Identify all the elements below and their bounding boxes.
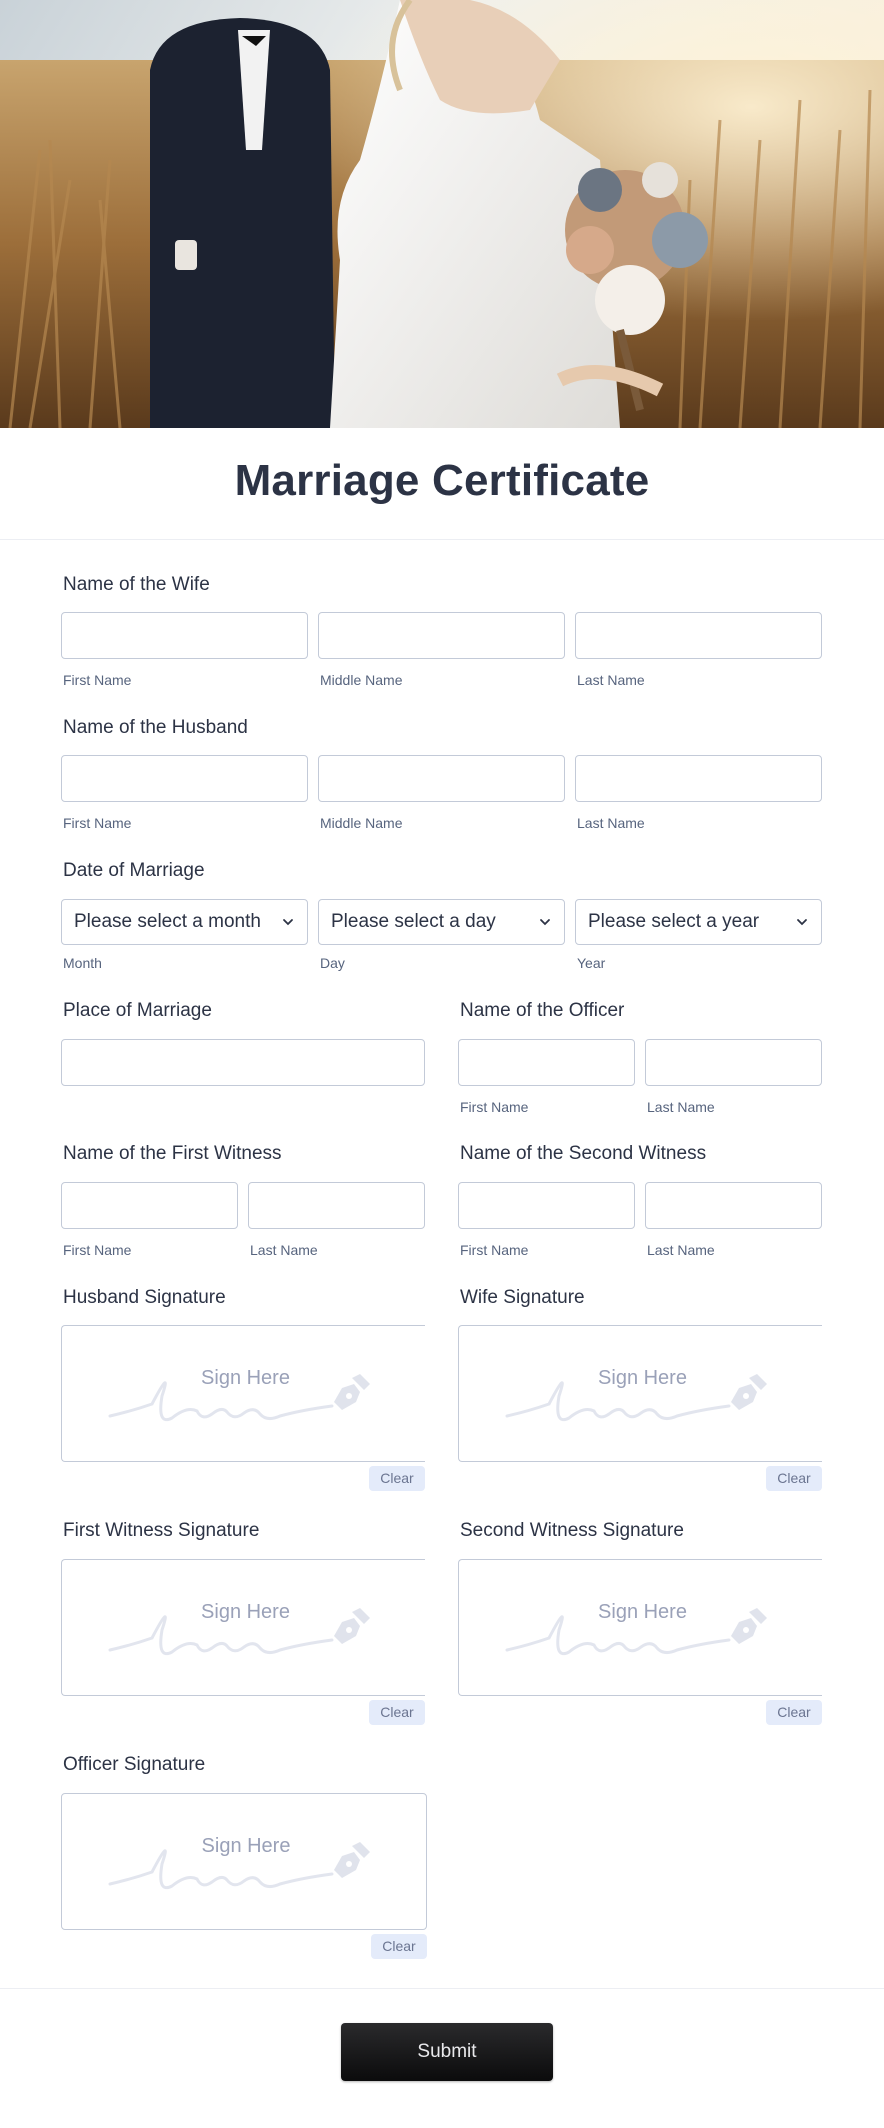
wife-last-name-input[interactable] xyxy=(575,612,822,659)
day-select-value: Please select a day xyxy=(331,911,496,932)
second-witness-last-name-sublabel: Last Name xyxy=(647,1242,715,1258)
first-witness-signature-label: First Witness Signature xyxy=(63,1520,260,1541)
officer-first-name-input[interactable] xyxy=(458,1039,635,1086)
second-witness-signature-pad[interactable] xyxy=(458,1559,822,1696)
signature-scribble xyxy=(62,1326,426,1463)
officer-last-name-sublabel: Last Name xyxy=(647,1099,715,1115)
wife-signature-clear-button[interactable]: Clear xyxy=(766,1466,822,1491)
officer-signature-label: Officer Signature xyxy=(63,1754,206,1775)
wife-middle-name-sublabel: Middle Name xyxy=(320,672,403,688)
header-divider xyxy=(0,539,884,540)
husband-middle-name-input[interactable] xyxy=(318,755,565,802)
signature-scribble xyxy=(459,1560,823,1697)
officer-last-name-input[interactable] xyxy=(645,1039,822,1086)
day-sublabel: Day xyxy=(320,955,345,971)
first-witness-signature-clear-button[interactable]: Clear xyxy=(369,1700,425,1725)
husband-signature-label: Husband Signature xyxy=(63,1287,226,1308)
wife-signature-pad[interactable] xyxy=(458,1325,822,1462)
first-witness-last-name-sublabel: Last Name xyxy=(250,1242,318,1258)
second-witness-name-label: Name of the Second Witness xyxy=(460,1143,707,1164)
husband-signature-pad[interactable] xyxy=(61,1325,425,1462)
first-witness-first-name-input[interactable] xyxy=(61,1182,238,1229)
second-witness-signature-label: Second Witness Signature xyxy=(460,1520,684,1541)
wife-signature-label: Wife Signature xyxy=(460,1287,585,1308)
form-title: Marriage Certificate xyxy=(234,456,650,505)
chevron-down-icon xyxy=(281,915,295,929)
wife-name-label: Name of the Wife xyxy=(63,574,210,595)
month-select[interactable] xyxy=(61,899,308,945)
second-witness-last-name-input[interactable] xyxy=(645,1182,822,1229)
first-witness-last-name-input[interactable] xyxy=(248,1182,425,1229)
year-select-value: Please select a year xyxy=(588,911,760,932)
chevron-down-icon xyxy=(538,915,552,929)
month-select-value: Please select a month xyxy=(74,911,261,932)
officer-signature-clear-button[interactable]: Clear xyxy=(371,1934,427,1959)
wife-middle-name-input[interactable] xyxy=(318,612,565,659)
first-witness-first-name-sublabel: First Name xyxy=(63,1242,132,1258)
husband-last-name-input[interactable] xyxy=(575,755,822,802)
sign-here-text: Sign Here xyxy=(201,1367,290,1389)
husband-name-label: Name of the Husband xyxy=(63,717,248,738)
second-witness-first-name-input[interactable] xyxy=(458,1182,635,1229)
chevron-down-icon xyxy=(795,915,809,929)
husband-first-name-input[interactable] xyxy=(61,755,308,802)
husband-signature-clear-button[interactable]: Clear xyxy=(369,1466,425,1491)
officer-signature-pad[interactable] xyxy=(61,1793,427,1930)
husband-last-name-sublabel: Last Name xyxy=(577,815,645,831)
husband-first-name-sublabel: First Name xyxy=(63,815,132,831)
signature-scribble xyxy=(459,1326,823,1463)
officer-name-label: Name of the Officer xyxy=(460,1000,625,1021)
husband-middle-name-sublabel: Middle Name xyxy=(320,815,403,831)
month-sublabel: Month xyxy=(63,955,102,971)
place-of-marriage-input[interactable] xyxy=(61,1039,425,1086)
wife-first-name-sublabel: First Name xyxy=(63,672,132,688)
sign-here-text: Sign Here xyxy=(598,1601,687,1623)
footer-divider xyxy=(0,1988,884,1989)
sign-here-text: Sign Here xyxy=(598,1367,687,1389)
second-witness-signature-clear-button[interactable]: Clear xyxy=(766,1700,822,1725)
year-select[interactable] xyxy=(575,899,822,945)
hero-image xyxy=(0,0,884,428)
second-witness-first-name-sublabel: First Name xyxy=(460,1242,529,1258)
first-witness-signature-pad[interactable] xyxy=(61,1559,425,1696)
wife-last-name-sublabel: Last Name xyxy=(577,672,645,688)
place-of-marriage-label: Place of Marriage xyxy=(63,1000,212,1021)
first-witness-name-label: Name of the First Witness xyxy=(63,1143,282,1164)
year-sublabel: Year xyxy=(577,955,606,971)
day-select[interactable] xyxy=(318,899,565,945)
submit-button[interactable]: Submit xyxy=(341,2023,553,2081)
sign-here-text: Sign Here xyxy=(201,1835,291,1857)
signature-scribble xyxy=(62,1794,426,1931)
officer-first-name-sublabel: First Name xyxy=(460,1099,529,1115)
signature-scribble xyxy=(62,1560,426,1697)
date-of-marriage-label: Date of Marriage xyxy=(63,860,205,881)
sign-here-text: Sign Here xyxy=(201,1601,290,1623)
wife-first-name-input[interactable] xyxy=(61,612,308,659)
